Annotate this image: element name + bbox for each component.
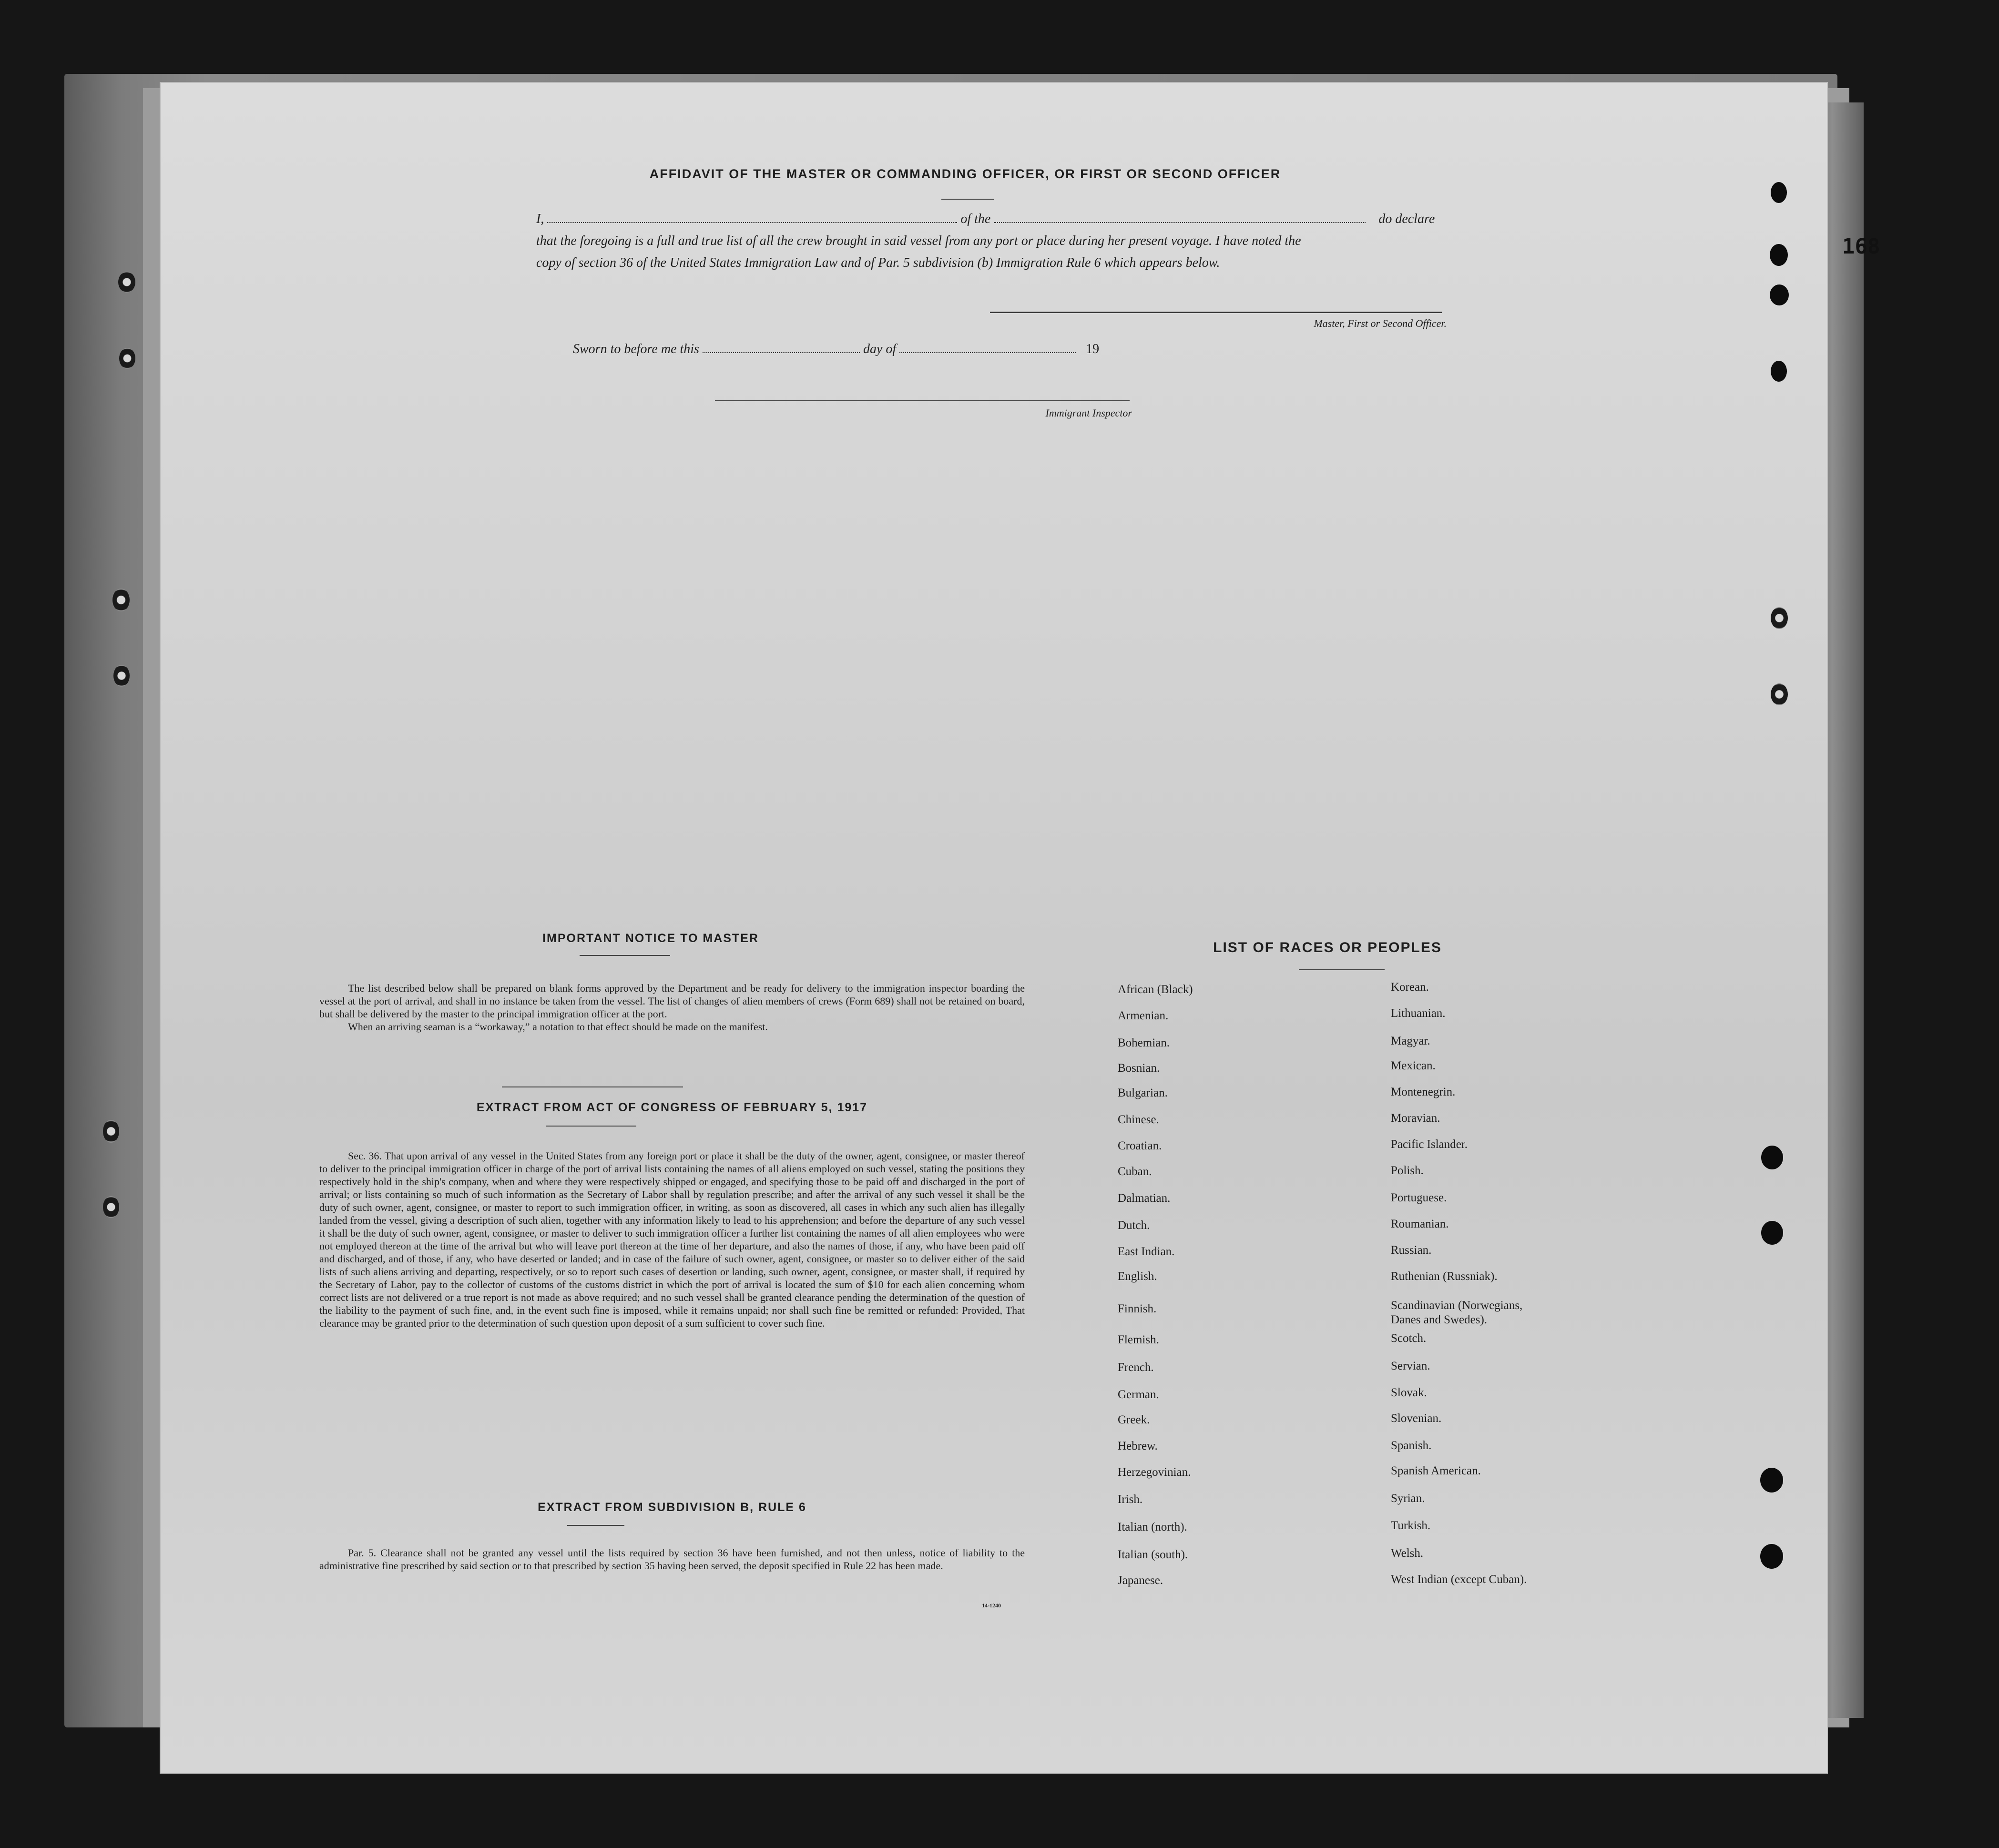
notice-title: IMPORTANT NOTICE TO MASTER (542, 932, 759, 945)
binder-hole-icon (103, 1120, 119, 1143)
race-item: Dutch. (1118, 1219, 1150, 1232)
sworn-year: 19 (1086, 342, 1100, 356)
section-36-text: Sec. 36. That upon arrival of any vessel in the United States from any foreign port or place it shall be the duty of the owner, agent, consignee, or master thereof to deliver to the principal immigration officer in charge of the port of arrival lists containing the names of all aliens employed on such vessel, stating the positions they respectively hold in the ship's company, when and where they were respectively shipped or engaged, and specifying those to be paid off and discharged in the port of arrival; or lists containing so much of such information as the Secretary of Labor shall by regulation prescribe; and after the arrival of any such vessel it shall be the duty of such owner, agent, consignee, or master to report to such immigration officer, in writing, as soon as discovered, all cases in which any such alien has illegally landed from the vessel, giving a description of such alien, together with any information likely to lead to his apprehension; and before the departure of any such vessel it shall be the duty of such owner, agent, consignee, or master to deliver to such immigration officer a further list containing the names of all alien employees who were not employed thereon at the time of the arrival but who will leave port thereon at the time of her departure, and also the names of those, if any, who have been paid off and discharged, and of those, if any, who have deserted or landed; and in case of the failure of such owner, agent, consignee, or master so to deliver either of the said lists of such aliens arriving and departing, respectively, or so to report such cases of desertion or landing, such owner, agent, consignee, or master shall, if required by the Secretary of Labor, pay to the collector of customs of the customs district in which the port of arrival is located the sum of $10 for each alien concerning whom correct lists are not delivered or a true report is not made as above required; and no such vessel shall be granted clearance pending the determination of the question of the liability to the payment of such fine, and, in the event such fine is imposed, while it remains unpaid; nor shall such fine be remitted or refunded: Provided, That clearance may be granted prior to the determination of such question upon deposit of a sum sufficient to cover such fine. (319, 1150, 1025, 1329)
race-item: Pacific Islander. (1391, 1138, 1468, 1151)
punch-hole-icon (1771, 607, 1788, 629)
sworn-month-field[interactable] (899, 347, 1076, 353)
sworn-prefix: Sworn to before me this (573, 342, 699, 356)
race-item: Hebrew. (1118, 1440, 1158, 1452)
race-item: Slovenian. (1391, 1412, 1442, 1425)
race-item: Turkish. (1391, 1519, 1431, 1532)
affidavit-line-1 (536, 212, 1604, 227)
punch-hole-icon (1771, 683, 1788, 705)
race-item: Flemish. (1118, 1333, 1159, 1346)
sworn-day-of: day of (863, 342, 897, 356)
race-item: English. (1118, 1270, 1157, 1283)
race-item: Japanese. (1118, 1574, 1163, 1587)
race-item: Dalmatian. (1118, 1192, 1171, 1205)
race-item: Spanish American. (1391, 1464, 1481, 1477)
vessel-field[interactable] (994, 217, 1366, 223)
race-item: Ruthenian (Russniak). (1391, 1270, 1498, 1283)
race-item: African (Black) (1118, 983, 1193, 996)
race-item: Greek. (1118, 1413, 1150, 1426)
extract-act-body (319, 1149, 1025, 1330)
race-item: Italian (north). (1118, 1521, 1187, 1533)
par-5-text: Par. 5. Clearance shall not be granted any vessel until the lists required by section 36 have been furnished, and not then unless, notice of liability to the administrative fine prescribed by said section or to that prescribed by section 35 having been served, the deposit specified in Rule 22 has been made. (319, 1547, 1025, 1572)
page-number: 168 (1842, 234, 1880, 259)
race-item: Welsh. (1391, 1547, 1424, 1560)
race-item: Russian. (1391, 1244, 1432, 1257)
race-item: Spanish. (1391, 1439, 1432, 1452)
binder-hole-icon (119, 348, 135, 369)
race-item: Chinese. (1118, 1113, 1159, 1126)
notice-paragraph-1: The list described below shall be prepared on blank forms approved by the Department and be ready for delivery to the immigration inspector boarding the vessel at the port of arrival, and shall in no instance be taken from the vessel. The list of changes of alien members of crews (Form 689) shall not be retained on board, but shall be delivered by the master to the principal immigration officer at the port. (319, 982, 1025, 1020)
title-underline (941, 199, 994, 200)
race-item: German. (1118, 1388, 1159, 1401)
race-item: Scandinavian (Norwegians, Danes and Swedes). (1391, 1299, 1523, 1326)
punch-hole-icon (1760, 1468, 1783, 1493)
name-field[interactable] (547, 217, 957, 223)
affidavit-of-the-label: of the (960, 212, 991, 226)
race-item: Mexican. (1391, 1059, 1436, 1072)
inspector-signature-line[interactable] (715, 400, 1130, 401)
race-item: West Indian (except Cuban). (1391, 1573, 1527, 1586)
inspector-label: Immigrant Inspector (1045, 407, 1132, 419)
race-item: Magyar. (1391, 1035, 1430, 1047)
extract-rule-body (319, 1546, 1025, 1572)
race-item: Bulgarian. (1118, 1086, 1168, 1099)
notice-title-underline (580, 955, 670, 956)
affidavit-title: AFFIDAVIT OF THE MASTER OR COMMANDING OFFICER, OR FIRST OR SECOND OFFICER (649, 167, 1281, 181)
punch-hole-icon (1770, 284, 1789, 305)
binder-hole-icon (103, 1196, 119, 1218)
affidavit-declare-label: do declare (1378, 212, 1435, 226)
sworn-line (573, 342, 1145, 357)
document-page (160, 82, 1880, 1774)
race-item: Finnish. (1118, 1302, 1157, 1315)
punch-hole-icon (1771, 182, 1787, 203)
binder-hole-icon (113, 665, 130, 687)
race-item: Italian (south). (1118, 1548, 1188, 1561)
affidavit-i-label: I, (536, 212, 544, 226)
extract-act-underline (546, 1126, 636, 1127)
form-number: 14-1240 (982, 1602, 1001, 1609)
race-item: Scotch. (1391, 1332, 1427, 1345)
race-item: Lithuanian. (1391, 1007, 1446, 1020)
extract-rule-title: EXTRACT FROM SUBDIVISION B, RULE 6 (538, 1501, 806, 1514)
affidavit-line-3: copy of section 36 of the United States Immigration Law and of Par. 5 subdivision (b) Immigration Rule 6 which appears below. (536, 255, 1220, 270)
races-title: LIST OF RACES OR PEOPLES (1213, 940, 1442, 955)
race-item: Roumanian. (1391, 1218, 1449, 1230)
race-item: Cuban. (1118, 1165, 1152, 1178)
notice-body (319, 982, 1025, 1033)
binder-hole-icon (118, 272, 135, 293)
race-item: Herzegovinian. (1118, 1466, 1191, 1479)
binder-hole-icon (112, 589, 130, 611)
punch-hole-icon (1771, 361, 1787, 382)
affidavit-line-2: that the foregoing is a full and true list of all the crew brought in said vessel from any port or place during her present voyage. I have noted the (536, 234, 1301, 248)
race-item: Bosnian. (1118, 1062, 1160, 1075)
race-item: Armenian. (1118, 1009, 1169, 1022)
race-item: Irish. (1118, 1493, 1143, 1506)
race-item: East Indian. (1118, 1245, 1175, 1258)
race-item: Polish. (1391, 1164, 1424, 1177)
punch-hole-icon (1761, 1221, 1783, 1245)
punch-hole-icon (1760, 1544, 1783, 1569)
punch-hole-icon (1761, 1146, 1783, 1169)
signature-label: Master, First or Second Officer. (1314, 317, 1447, 329)
race-item: Moravian. (1391, 1112, 1440, 1125)
extract-rule-underline (567, 1525, 624, 1526)
race-item: Croatian. (1118, 1139, 1162, 1152)
section-divider (502, 1086, 683, 1087)
race-item: Syrian. (1391, 1492, 1425, 1505)
sworn-day-field[interactable] (703, 347, 860, 353)
race-item: Korean. (1391, 981, 1429, 994)
race-item: Portuguese. (1391, 1191, 1447, 1204)
race-item: Bohemian. (1118, 1036, 1170, 1049)
extract-act-title: EXTRACT FROM ACT OF CONGRESS OF FEBRUARY 5, 1917 (476, 1101, 868, 1114)
race-item: Slovak. (1391, 1386, 1427, 1399)
races-title-underline (1299, 969, 1385, 970)
race-item: French. (1118, 1361, 1154, 1374)
race-item: Montenegrin. (1391, 1086, 1456, 1098)
notice-paragraph-2: When an arriving seaman is a “workaway,” a notation to that effect should be made on the manifest. (348, 1021, 768, 1033)
signature-line[interactable] (990, 312, 1442, 313)
race-item: Servian. (1391, 1360, 1430, 1372)
punch-hole-icon (1770, 244, 1788, 266)
